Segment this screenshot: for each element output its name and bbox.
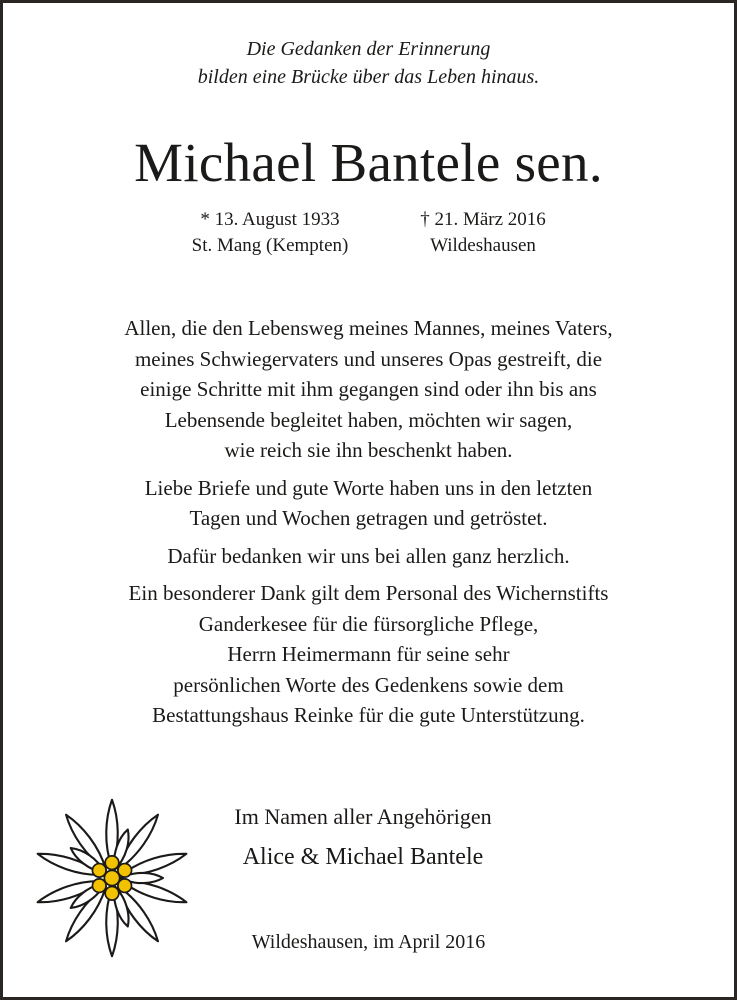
birth-place: St. Mang (Kempten) [191, 235, 349, 256]
paragraph-2 [3, 473, 734, 534]
death-place: Wildeshausen [430, 235, 536, 256]
memorial-quote [3, 35, 734, 91]
paragraph-3 [3, 541, 734, 572]
paragraph-4 [3, 578, 734, 731]
deceased-name: Michael Bantele sen. [134, 132, 603, 193]
text-line: Allen, die den Lebensweg meines Mannes, meines Vaters, [124, 316, 613, 340]
text-line: meines Schwiegervaters und unseres Opas gestreift, die [134, 346, 603, 371]
signature-intro: Im Namen aller Angehörigen [234, 804, 492, 829]
death-info [403, 207, 563, 259]
text-line: Tagen und Wochen getragen und getröstet. [189, 506, 548, 530]
text-line: einige Schritte mit ihm gegangen sind oder ihn bis ans [140, 377, 597, 401]
text-line: Ganderkesee für die fürsorgliche Pflege, [198, 611, 539, 636]
text-line: Ein besonderer Dank gilt dem Personal des Wichernstifts [128, 581, 609, 605]
text-line: Liebe Briefe und gute Worte haben uns in den letzten [144, 475, 593, 500]
place-date: Wildeshausen, im April 2016 [251, 931, 486, 953]
quote-line: Die Gedanken der Erinnerung [246, 38, 491, 60]
paragraph-1 [3, 313, 734, 466]
death-date: † 21. März 2016 [420, 209, 546, 230]
birth-date: * 13. August 1933 [200, 209, 340, 230]
text-line: Herrn Heimermann für seine sehr [227, 642, 510, 666]
text-line: wie reich sie ihn beschenkt haben. [224, 438, 513, 462]
quote-line: bilden eine Brücke über das Leben hinaus. [197, 66, 540, 88]
signature-names: Alice & Michael Bantele [242, 844, 484, 870]
birth-info [165, 207, 375, 259]
text-line: Bestattungshaus Reinke für die gute Unterstützung. [152, 703, 585, 727]
text-line: Lebensende begleitet haben, möchten wir sagen, [164, 407, 573, 432]
text-line: Dafür bedanken wir uns bei allen ganz herzlich. [167, 543, 570, 568]
text-line: persönlichen Worte des Gedenkens sowie dem [173, 672, 564, 697]
thank-you-text [3, 313, 734, 738]
